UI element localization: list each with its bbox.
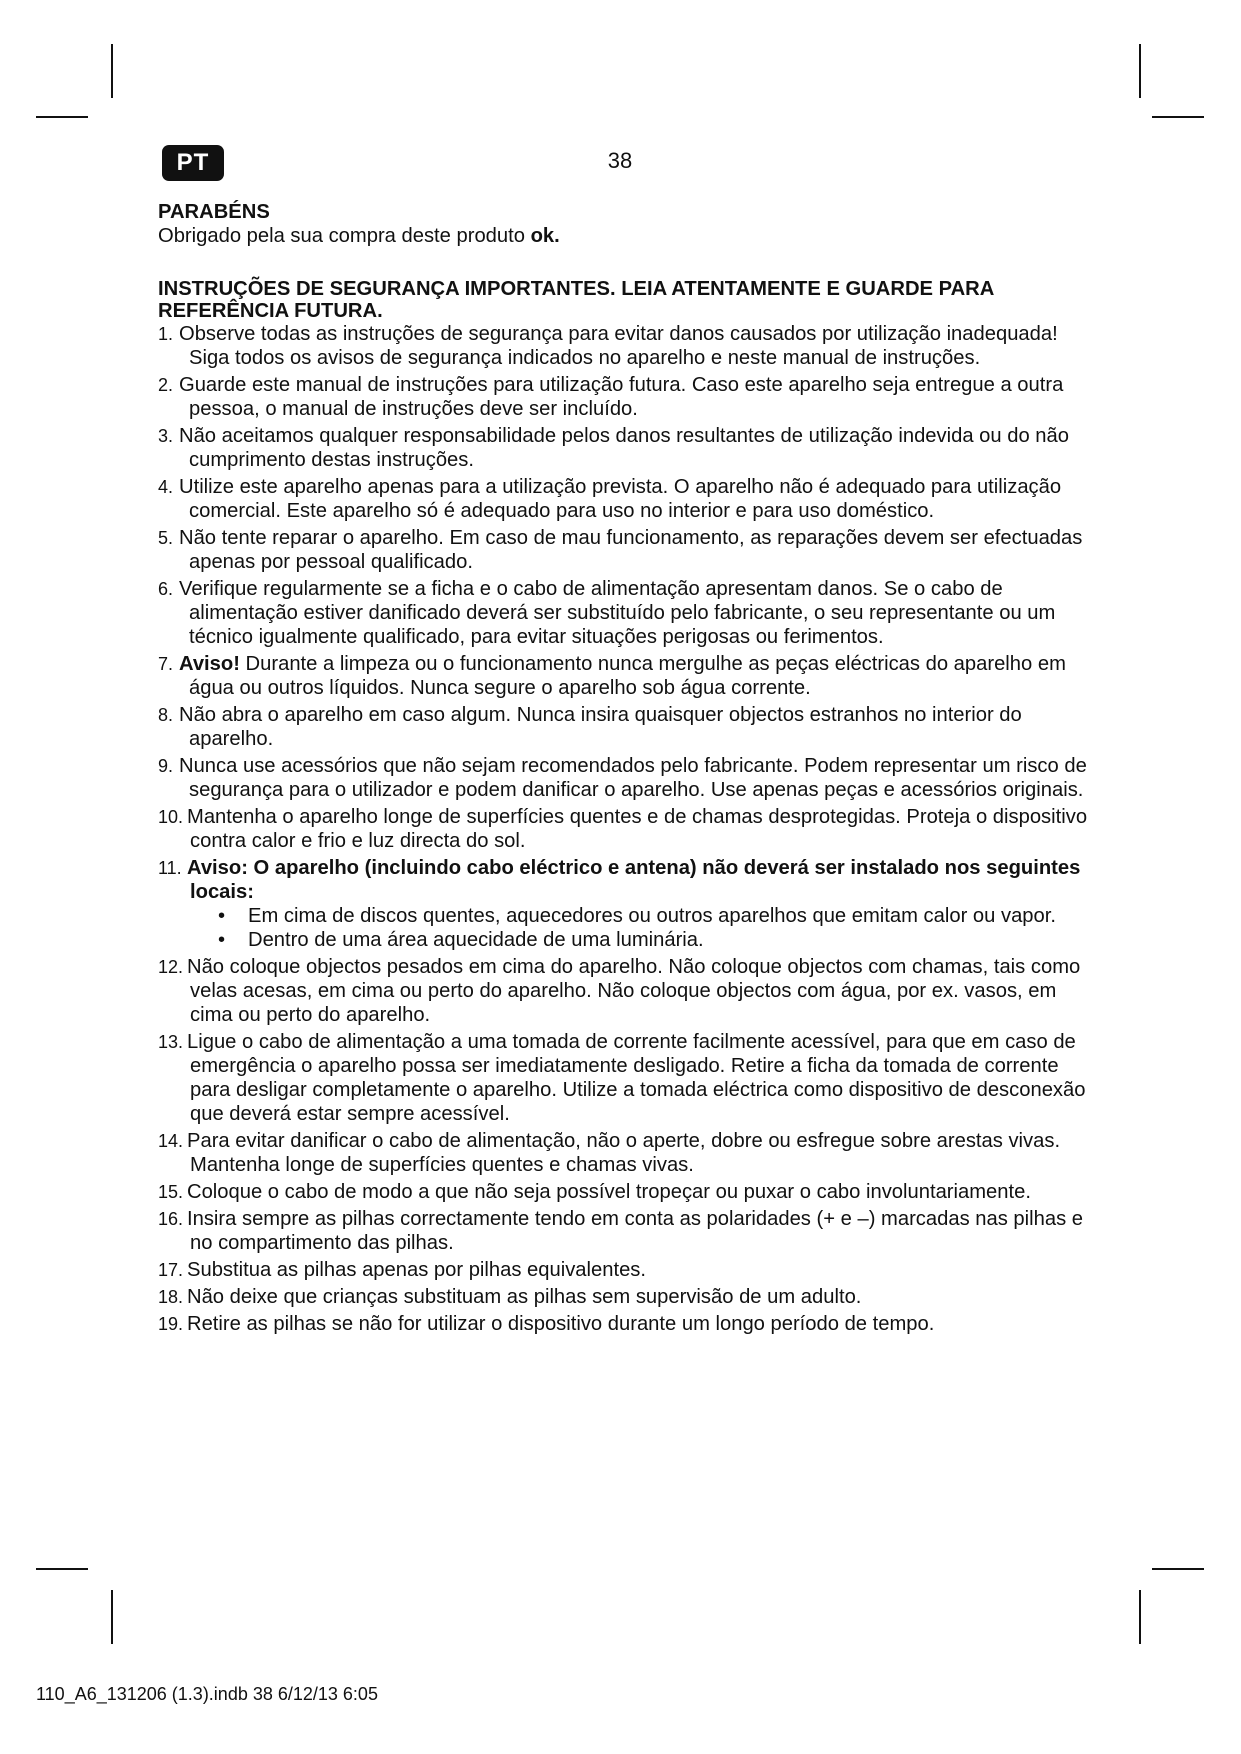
intro-text — [158, 224, 1088, 248]
list-item — [158, 526, 1088, 574]
item-text: Verifique regularmente se a ficha e o cabo de alimentação apresentam danos. Se o cabo de alimentação estiver danificado deverá ser substituído pelo fabricante, o seu representante ou um técnico igualmente qualificado, para evitar situações perigosas ou ferimentos. — [179, 578, 1056, 648]
item-text: Guarde este manual de instruções para utilização futura. Caso este aparelho seja entregue a outra pessoa, o manual de instruções deve ser incluído. — [179, 374, 1064, 420]
crop-mark — [1152, 116, 1204, 118]
item-number: 8. — [158, 705, 174, 725]
item-number: 7. — [158, 654, 174, 674]
safety-heading: INSTRUÇÕES DE SEGURANÇA IMPORTANTES. LEIA ATENTAMENTE E GUARDE PARA REFERÊNCIA FUTURA. — [158, 278, 994, 322]
list-item — [158, 1129, 1088, 1177]
item-text: Ligue o cabo de alimentação a uma tomada de corrente facilmente acessível, para que em caso de emergência o aparelho possa ser imediatamente desligado. Retire a ficha da tomada de corrente para desligar completamente o aparelho. Utilize a tomada eléctrica como dispositivo de desconexão que deverá estar sempre acessível. — [187, 1031, 1086, 1125]
list-item — [158, 1030, 1088, 1126]
list-item — [158, 424, 1088, 472]
crop-mark — [111, 44, 113, 98]
list-item — [158, 1207, 1088, 1255]
item-text: Para evitar danificar o cabo de alimentação, não o aperte, dobre ou esfregue sobre arestas vivas. Mantenha longe de superfícies quentes e chamas vivas. — [187, 1130, 1061, 1176]
list-item — [158, 754, 1088, 802]
list-item — [158, 577, 1088, 649]
item-number: 19. — [158, 1314, 184, 1334]
warning-label: Aviso: O aparelho (incluindo cabo eléctrico e antena) não deverá ser instalado nos seguintes locais: — [187, 857, 1081, 903]
item-text: Nunca use acessórios que não sejam recomendados pelo fabricante. Podem representar um risco de segurança para o utilizador e podem danificar o aparelho. Use apenas peças e acessórios originais. — [179, 755, 1087, 801]
item-number: 17. — [158, 1260, 184, 1280]
list-item — [158, 805, 1088, 853]
list-item — [158, 475, 1088, 523]
item-text: Não aceitamos qualquer responsabilidade pelos danos resultantes de utilização indevida ou do não cumprimento destas instruções. — [179, 425, 1069, 471]
item-number: 6. — [158, 579, 174, 599]
item-text: Não tente reparar o aparelho. Em caso de mau funcionamento, as reparações devem ser efectuadas apenas por pessoal qualificado. — [179, 527, 1083, 573]
item-number: 1. — [158, 324, 174, 344]
bullet-text: Dentro de uma área aquecidade de uma luminária. — [248, 929, 704, 951]
bullet-list — [190, 904, 1088, 952]
brand-name: ok. — [530, 225, 560, 247]
bullet-item — [190, 904, 1088, 928]
item-number: 2. — [158, 375, 174, 395]
item-text: Substitua as pilhas apenas por pilhas equivalentes. — [187, 1259, 647, 1281]
list-item — [158, 1180, 1088, 1204]
item-text: Insira sempre as pilhas correctamente tendo em conta as polaridades (+ e –) marcadas nas pilhas e no compartimento das pilhas. — [187, 1208, 1084, 1254]
item-number: 16. — [158, 1209, 184, 1229]
list-item — [158, 373, 1088, 421]
warning-label: Aviso! — [179, 653, 240, 675]
bullet-text: Em cima de discos quentes, aquecedores ou outros aparelhos que emitam calor ou vapor. — [248, 905, 1056, 927]
item-text: Retire as pilhas se não for utilizar o dispositivo durante um longo período de tempo. — [187, 1313, 935, 1335]
item-number: 15. — [158, 1182, 184, 1202]
intro-sentence: Obrigado pela sua compra deste produto — [158, 225, 531, 247]
crop-mark — [1139, 1590, 1141, 1644]
item-text: Observe todas as instruções de segurança para evitar danos causados por utilização inadequada! Siga todos os avisos de segurança indicados no aparelho e neste manual de instruções. — [179, 323, 1058, 369]
list-item — [158, 856, 1088, 952]
manual-content — [158, 200, 1088, 1339]
list-item — [158, 1258, 1088, 1282]
language-badge: PT — [162, 145, 224, 181]
page-number: 38 — [607, 148, 633, 173]
item-number: 13. — [158, 1032, 184, 1052]
item-number: 18. — [158, 1287, 184, 1307]
item-number: 11. — [158, 858, 182, 878]
print-file-info: 110_A6_131206 (1.3).indb 38 6/12/13 6:05 — [36, 1684, 378, 1704]
crop-mark — [111, 1590, 113, 1644]
item-number: 3. — [158, 426, 174, 446]
crop-mark — [36, 1568, 88, 1570]
crop-mark — [1139, 44, 1141, 98]
list-item — [158, 1285, 1088, 1309]
list-item — [158, 955, 1088, 1027]
item-number: 14. — [158, 1131, 184, 1151]
item-number: 10. — [158, 807, 184, 827]
congrats-heading: PARABÉNS — [158, 201, 270, 223]
item-number: 4. — [158, 477, 174, 497]
item-number: 9. — [158, 756, 174, 776]
safety-list — [158, 322, 1088, 1336]
item-text: Utilize este aparelho apenas para a utilização prevista. O aparelho não é adequado para utilização comercial. Este aparelho só é adequado para uso no interior e para uso doméstico. — [179, 476, 1062, 522]
item-number: 5. — [158, 528, 174, 548]
list-item — [158, 703, 1088, 751]
bullet-icon: • — [218, 929, 226, 951]
item-text: Não deixe que crianças substituam as pilhas sem supervisão de um adulto. — [187, 1286, 862, 1308]
item-number: 12. — [158, 957, 184, 977]
item-text: Durante a limpeza ou o funcionamento nunca mergulhe as peças eléctricas do aparelho em água ou outros líquidos. Nunca segure o aparelho sob água corrente. — [189, 653, 1066, 699]
item-text: Não abra o aparelho em caso algum. Nunca insira quaisquer objectos estranhos no interior do aparelho. — [179, 704, 1022, 750]
list-item — [158, 322, 1088, 370]
bullet-item — [190, 928, 1088, 952]
crop-mark — [36, 116, 88, 118]
bullet-icon: • — [218, 905, 226, 927]
list-item — [158, 652, 1088, 700]
item-text: Mantenha o aparelho longe de superfícies quentes e de chamas desprotegidas. Proteja o dispositivo contra calor e frio e luz directa do sol. — [187, 806, 1088, 852]
list-item — [158, 1312, 1088, 1336]
item-text: Coloque o cabo de modo a que não seja possível tropeçar ou puxar o cabo involuntariamente. — [187, 1181, 1031, 1203]
item-text: Não coloque objectos pesados em cima do aparelho. Não coloque objectos com chamas, tais como velas acesas, em cima ou perto do aparelho. Não coloque objectos com água, por ex. vasos, em cima ou perto do aparelho. — [187, 956, 1081, 1026]
crop-mark — [1152, 1568, 1204, 1570]
